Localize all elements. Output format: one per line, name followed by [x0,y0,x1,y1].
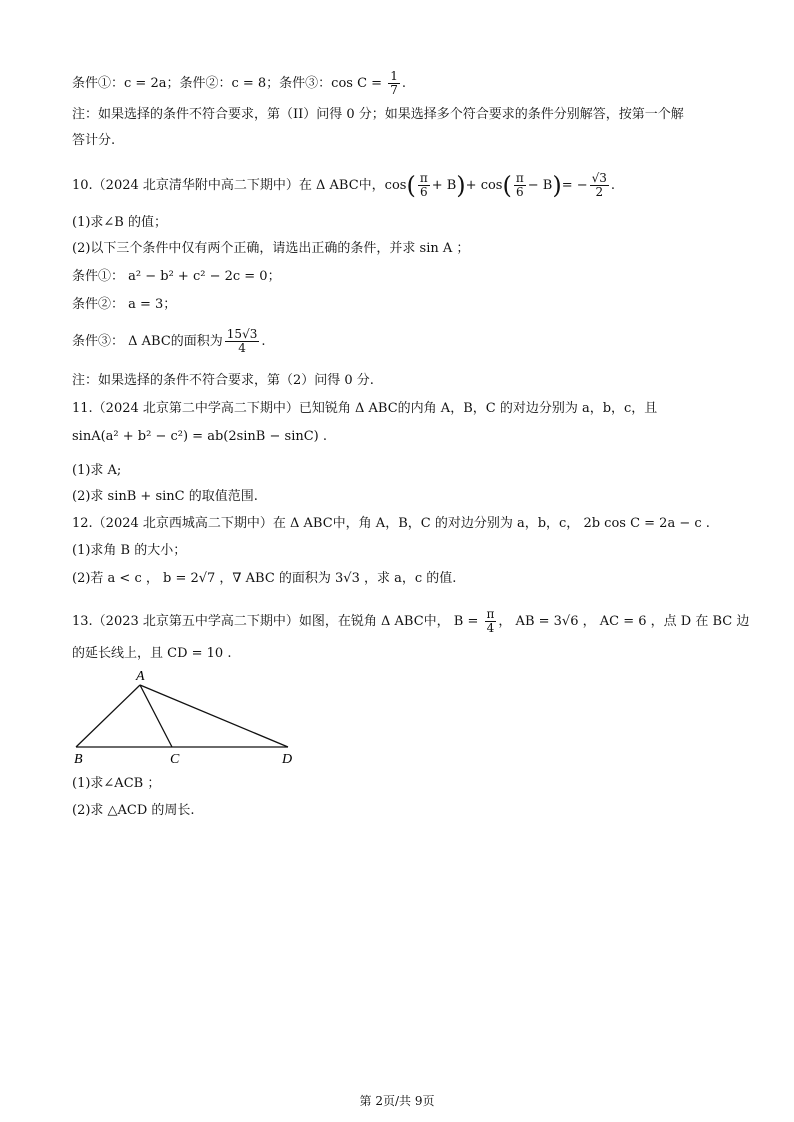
conditions-text: 条件①：c = 2a；条件②：c = 8；条件③：cos C = [72,76,387,91]
segment-ab [76,685,140,747]
note-line-cont: 答计分. [72,133,116,148]
question-10-condition-1: 条件①： a² − b² + c² − 2c = 0； [72,269,281,284]
question-12-part-2: (2)若 a < c ， b = 2√7 ，∇ ABC 的面积为 3√3 ，求 a，c 的值. [72,571,457,586]
question-10-condition-3: 条件③： Δ ABC的面积为 $\frac{15√3}{4}$ . [72,327,266,355]
question-10-condition-2: 条件②： a = 3； [72,297,177,312]
triangle-figure [70,665,310,765]
question-13-stem-cont: 的延长线上，且 CD = 10 . [72,646,232,661]
question-10-part-1: (1)求∠B 的值； [72,215,167,230]
question-11-part-1: (1)求 A; [72,463,122,478]
note-line: 注：如果选择的条件不符合要求，第（II）问得 0 分；如果选择多个符合要求的条件分别解答，按第一个解 [72,107,684,122]
question-10-part-2: (2)以下三个条件中仅有两个正确，请选出正确的条件，并求 sin A ； [72,241,470,256]
question-12-part-1: (1)求角 B 的大小； [72,543,187,558]
conditions-line: 条件①：c = 2a；条件②：c = 8；条件③：cos C = $\frac{1}{7}$ . [72,69,406,97]
question-13-part-2: (2)求 △ACD 的周长. [72,803,195,818]
question-10-stem: 10.（2024 北京清华附中高二下期中）在 Δ ABC中，cos( $\frac{\pi}{6}$ + B)+ cos( $\frac{\pi}{6}$ − B)= − $\frac{√3}{2}$ . [72,171,616,200]
label-b: B [74,752,83,765]
question-12-stem: 12.（2024 北京西城高二下期中）在 Δ ABC中，角 A，B，C 的对边分别为 a，b，c， 2b cos C = 2a − c . [72,516,710,531]
question-11-stem: 11.（2024 北京第二中学高二下期中）已知锐角 Δ ABC的内角 A，B，C 的对边分别为 a，b，c，且 [72,401,658,416]
label-d: D [282,752,293,765]
fraction-one-seventh: $\frac{1}{7}$ [390,69,398,97]
label-a: A [136,669,145,684]
question-13-stem: 13.（2023 北京第五中学高二下期中）如图，在锐角 Δ ABC中， B = $\frac{\pi}{4}$ ， AB = 3√6 ， AC = 6 ，点 D 在 BC 边 [72,607,750,635]
question-13-part-1: (1)求∠ACB ； [72,776,161,791]
segment-ac [140,685,172,747]
question-11-part-2: (2)求 sinB + sinC 的取值范围. [72,489,258,504]
question-11-equation: sinA(a² + b² − c²) = ab(2sinB − sinC) . [72,429,328,444]
question-10-note: 注：如果选择的条件不符合要求，第（2）问得 0 分. [72,373,374,388]
page-footer: 第 2页/共 9页 [359,1094,435,1108]
segment-ad [140,685,288,747]
label-c: C [170,752,180,765]
